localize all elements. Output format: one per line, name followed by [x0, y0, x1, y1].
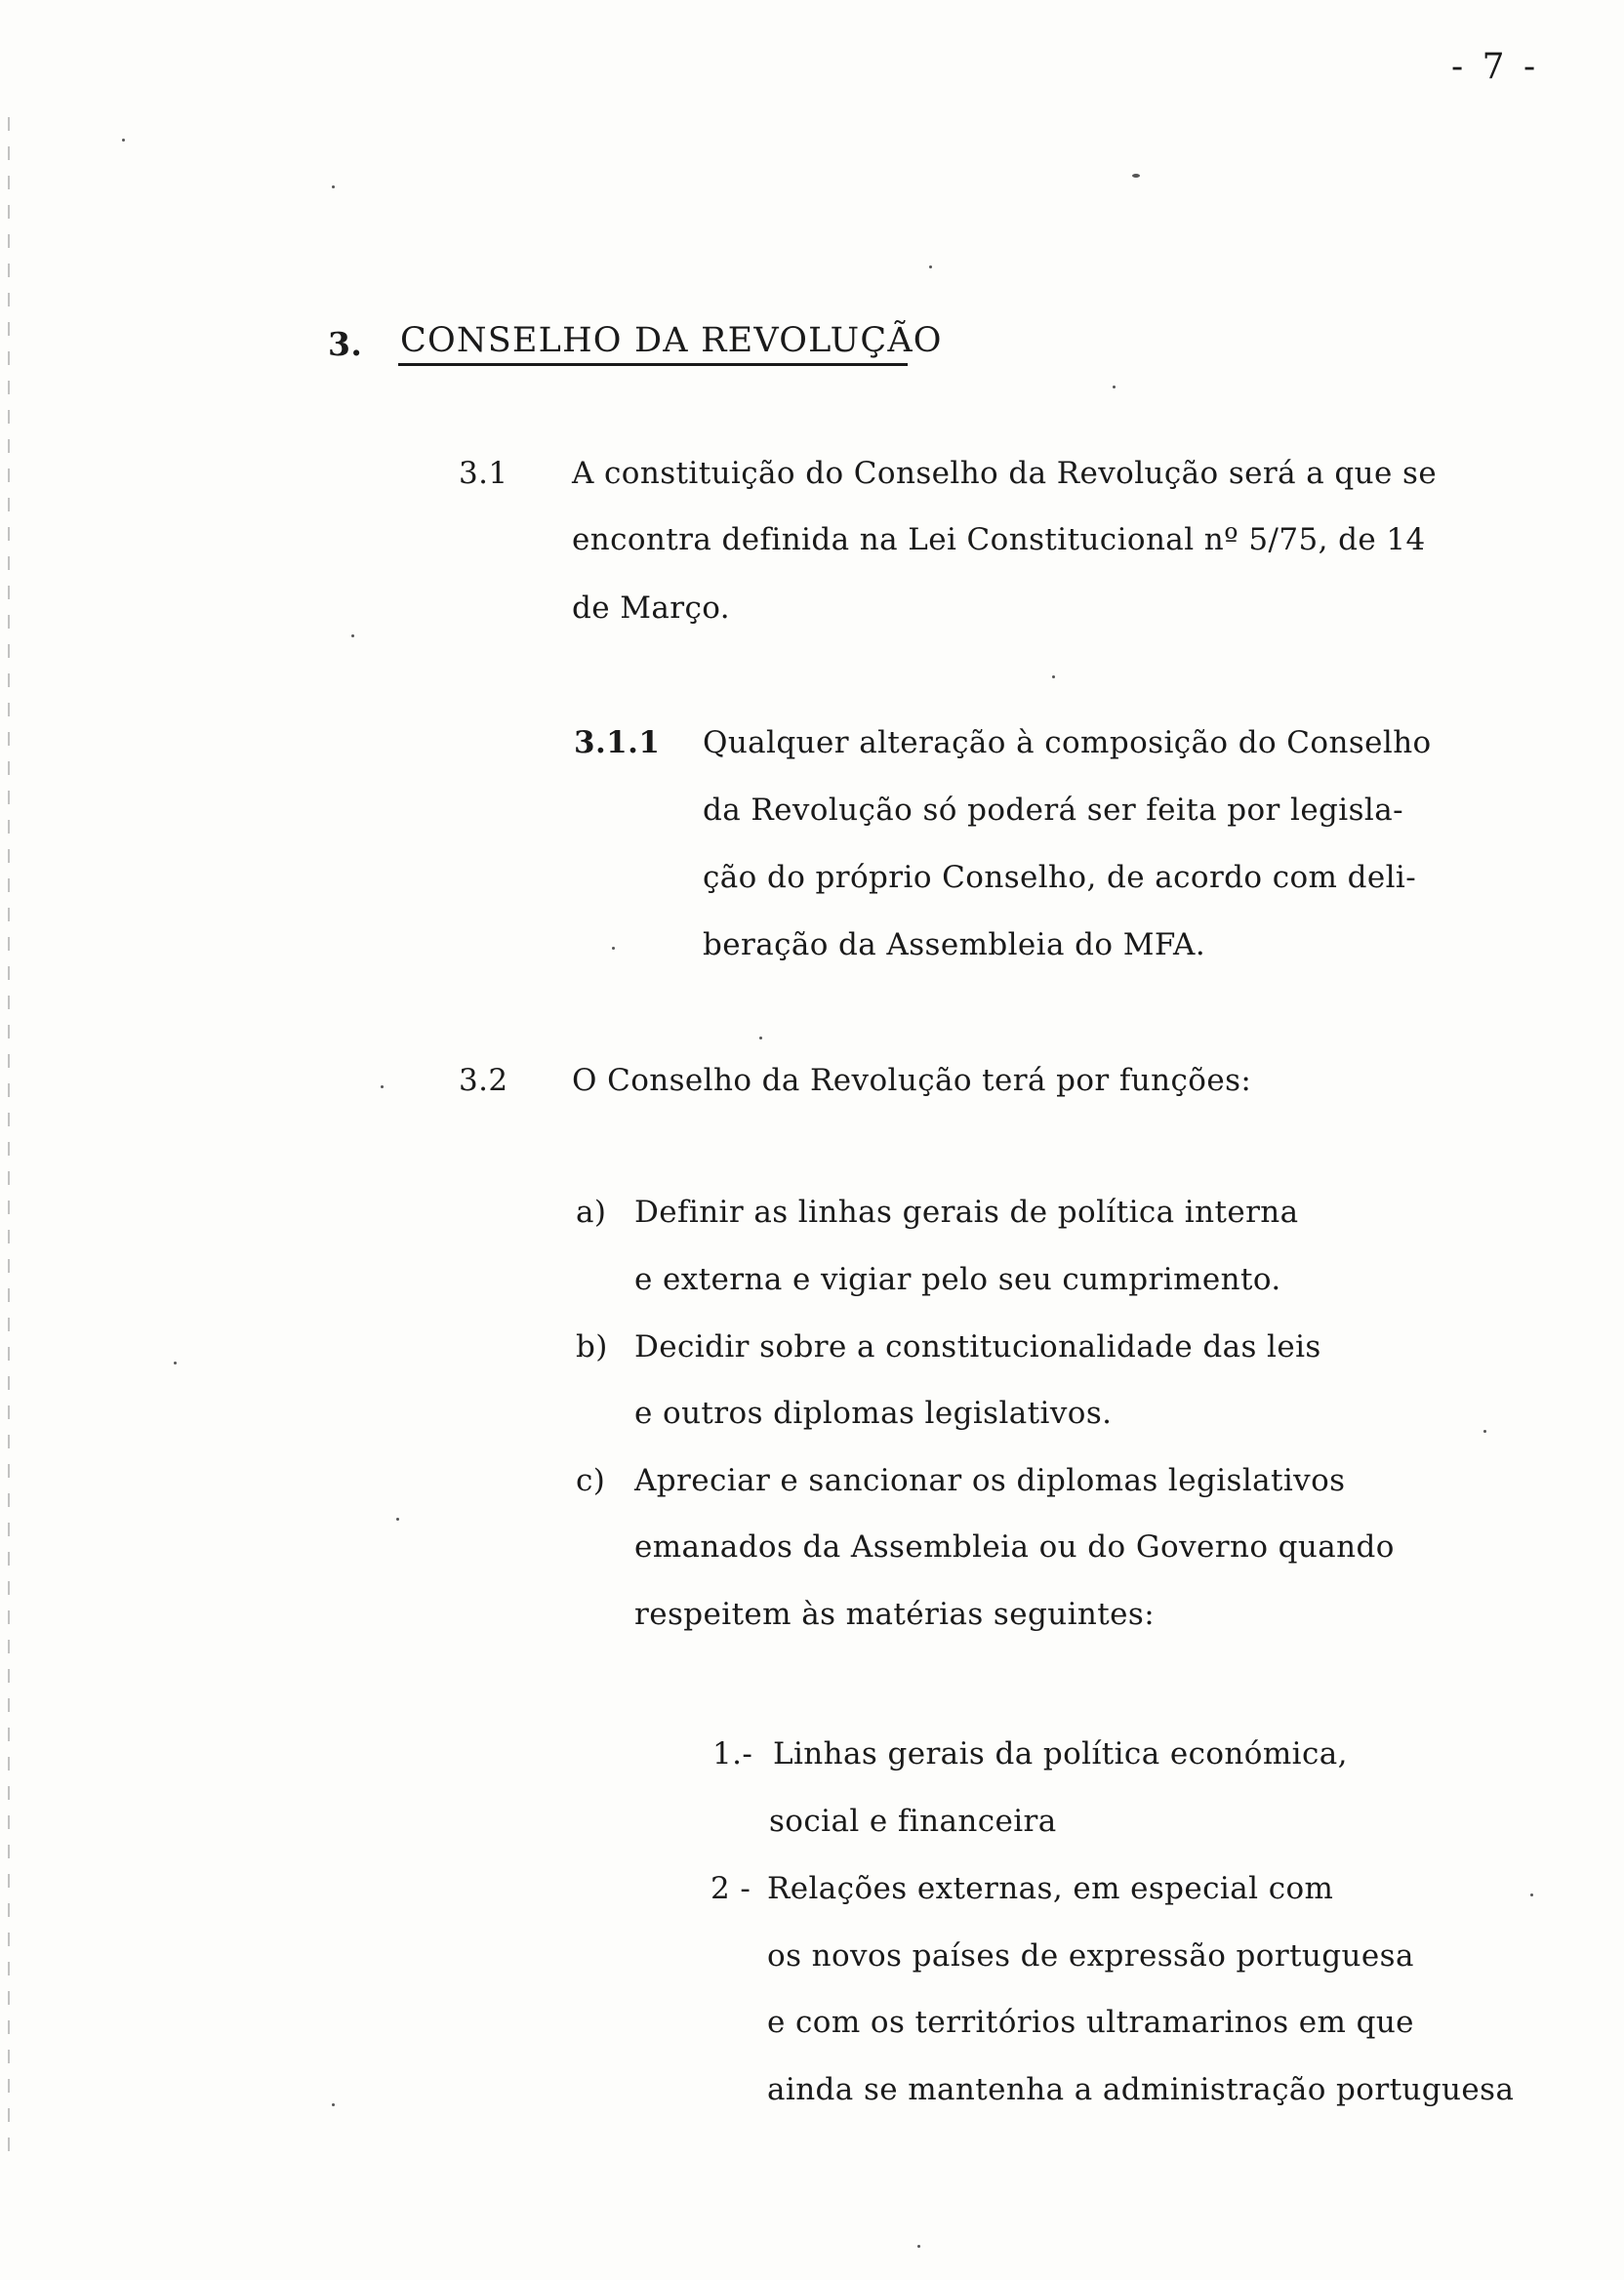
binding-holes — [8, 117, 10, 2167]
list-item-line: respeitem às matérias seguintes: — [634, 1597, 1156, 1632]
list-item-label: b) — [576, 1329, 608, 1364]
sub-list-item-line: Linhas gerais da política económica, — [773, 1736, 1348, 1771]
scan-speck — [1483, 1430, 1486, 1433]
list-item-line: Apreciar e sancionar os diplomas legislativos — [634, 1463, 1346, 1498]
sub-list-item-line: social e financeira — [769, 1804, 1057, 1839]
section-number: 3. — [328, 325, 363, 363]
scan-speck — [332, 185, 335, 188]
paragraph-3-1-line: encontra definida na Lei Constitucional nº 5/75, de 14 — [572, 522, 1426, 557]
paragraph-3-1-1-line: Qualquer alteração à composição do Conselho — [703, 725, 1432, 760]
sub-list-item-label: 2 - — [710, 1871, 751, 1906]
scan-speck — [174, 1362, 177, 1364]
scan-speck — [381, 1085, 384, 1088]
scan-speck — [122, 139, 125, 142]
scan-speck — [396, 1518, 399, 1521]
sub-list-item-line: e com os territórios ultramarinos em que — [767, 2005, 1414, 2040]
list-item-line: Decidir sobre a constitucionalidade das leis — [634, 1329, 1321, 1364]
scan-speck — [917, 2245, 920, 2248]
list-item-label: c) — [576, 1463, 606, 1498]
scan-speck — [351, 634, 354, 637]
scan-speck — [759, 1037, 762, 1039]
scan-speck — [929, 265, 932, 268]
section-title-underline — [398, 363, 908, 366]
list-item-line: e outros diplomas legislativos. — [634, 1396, 1113, 1431]
scan-speck — [1530, 1893, 1533, 1896]
paragraph-3-1-1-line: beração da Assembleia do MFA. — [703, 927, 1206, 962]
scan-speck — [612, 947, 615, 950]
page-number: - 7 - — [1451, 47, 1540, 87]
sub-list-item-line: ainda se mantenha a administração portuguesa — [767, 2072, 1515, 2107]
paragraph-3-1-1-line: ção do próprio Conselho, de acordo com deli- — [703, 860, 1417, 895]
list-item-line: Definir as linhas gerais de política interna — [634, 1195, 1299, 1230]
paragraph-3-1-line: A constituição do Conselho da Revolução será a que se — [572, 456, 1438, 491]
scan-speck — [1052, 675, 1055, 678]
paragraph-number-3-1: 3.1 — [459, 456, 508, 491]
paragraph-3-1-1-line: da Revolução só poderá ser feita por legisla- — [703, 793, 1403, 828]
sub-list-item-line: os novos países de expressão portuguesa — [767, 1938, 1414, 1974]
list-item-line: e externa e vigiar pelo seu cumprimento. — [634, 1262, 1281, 1297]
scan-speck — [332, 2103, 335, 2106]
paragraph-number-3-1-1: 3.1.1 — [574, 725, 661, 760]
paragraph-3-1-line: de Março. — [572, 590, 731, 626]
list-item-label: a) — [576, 1195, 607, 1230]
paragraph-number-3-2: 3.2 — [459, 1063, 508, 1098]
section-title: CONSELHO DA REVOLUÇÃO — [400, 321, 943, 360]
paragraph-3-2-text: O Conselho da Revolução terá por funções: — [572, 1063, 1252, 1098]
scan-speck — [1132, 174, 1140, 178]
sub-list-item-line: Relações externas, em especial com — [767, 1871, 1334, 1906]
list-item-line: emanados da Assembleia ou do Governo quando — [634, 1529, 1395, 1565]
sub-list-item-label: 1.- — [712, 1736, 753, 1771]
scan-speck — [1113, 386, 1116, 388]
